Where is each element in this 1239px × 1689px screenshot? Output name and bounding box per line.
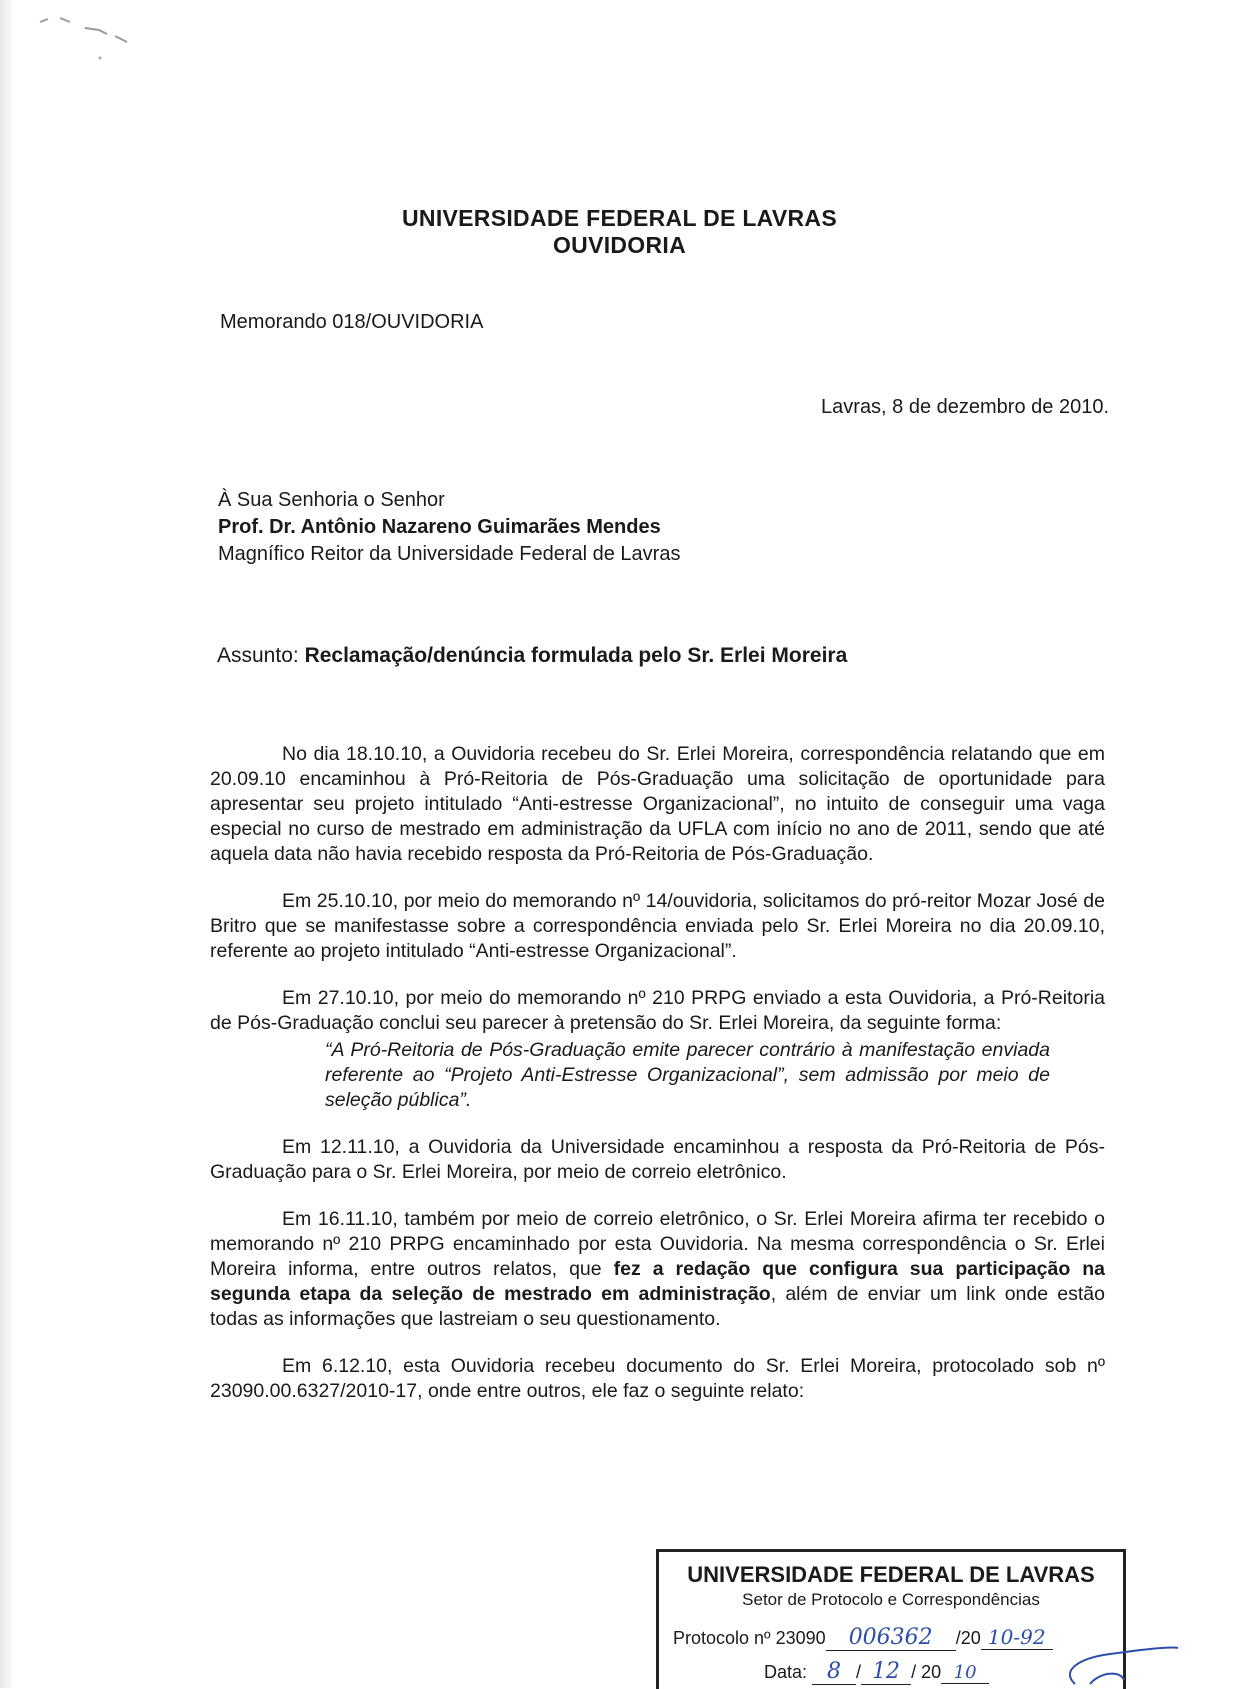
addressee-name: Prof. Dr. Antônio Nazareno Guimarães Mendes xyxy=(218,516,661,538)
stamp-title: UNIVERSIDADE FEDERAL DE LAVRAS xyxy=(687,1562,1095,1587)
paragraph-4: Em 12.11.10, a Ouvidoria da Universidade encaminhou a resposta da Pró-Reitoria de Pós-Graduação para o Sr. Erlei Moreira, por meio de correio eletrônico. xyxy=(210,1136,1105,1183)
stamp-protocol-number: 006362 xyxy=(826,1625,956,1651)
stamp-protocol-row xyxy=(673,1625,1053,1651)
letter-body xyxy=(210,742,1105,1426)
stamp-date-row: Data: 8 / 12 / 20 10 xyxy=(764,1659,989,1685)
subject-label: Assunto: xyxy=(217,644,299,667)
stamp-subtitle: Setor de Protocolo e Correspondências xyxy=(742,1590,1040,1609)
stamp-protocol-year: 10-92 xyxy=(981,1625,1053,1650)
university-name: UNIVERSIDADE FEDERAL DE LAVRAS xyxy=(402,205,837,231)
date-line: Lavras, 8 de dezembro de 2010. xyxy=(821,396,1109,418)
paragraph-3: Em 27.10.10, por meio do memorando nº 210 PRPG enviado a esta Ouvidoria, a Pró-Reitoria de Pós-Graduação conclui seu parecer à pretensão do Sr. Erlei Moreira, da seguinte forma: xyxy=(210,987,1105,1034)
handwritten-signature-mark xyxy=(1020,1640,1180,1688)
scan-speckle-marks xyxy=(30,8,170,78)
letterhead xyxy=(0,205,1239,259)
paragraph-5 xyxy=(210,1207,1105,1332)
department-name: OUVIDORIA xyxy=(552,232,687,258)
memo-number: Memorando 018/OUVIDORIA xyxy=(220,311,484,333)
stamp-date-label: Data: xyxy=(764,1662,808,1682)
addressee-block xyxy=(218,487,680,568)
stamp-date-month: 12 xyxy=(861,1659,911,1685)
subject-line xyxy=(217,644,847,668)
stamp-date-day: 8 xyxy=(812,1659,856,1685)
paragraph-6: Em 6.12.10, esta Ouvidoria recebeu documento do Sr. Erlei Moreira, protocolado sob nº 23090.00.6327/2010-17, onde entre outros, ele faz o seguinte relato: xyxy=(210,1355,1105,1402)
addressee-title: Magnífico Reitor da Universidade Federal de Lavras xyxy=(218,543,681,565)
paragraph-5-bold: fez a redação que configura sua participação na segunda etapa da seleção de mestrado em administração xyxy=(210,1258,1106,1305)
stamp-protocol-year-prefix: /20 xyxy=(955,1628,981,1648)
paragraph-2: Em 25.10.10, por meio do memorando nº 14/ouvidoria, solicitamos do pró-reitor Mozar José de Britro que se manifestasse sobre a correspondência enviada pelo Sr. Erlei Moreira no dia 20.09.10, referente ao projeto intitulado “Anti-estresse Organizacional”. xyxy=(210,890,1105,962)
stamp-date-year-prefix: / 20 xyxy=(911,1662,942,1682)
stamp-date-year: 10 xyxy=(941,1662,989,1684)
stamp-protocol-label: Protocolo nº 23090 xyxy=(673,1628,826,1648)
paragraph-1: No dia 18.10.10, a Ouvidoria recebeu do Sr. Erlei Moreira, correspondência relatando que em 20.09.10 encaminhou à Pró-Reitoria de Pós-Graduação uma solicitação de oportunidade para apresentar seu projeto intitulado “Anti-estresse Organizacional”, no intuito de conseguir uma vaga especial no curso de mestrado em administração da UFLA com início no ano de 2011, sendo que até aquela data não havia recebido resposta da Pró-Reitoria de Pós-Graduação. xyxy=(210,743,1105,865)
paragraph-5-start: Em 16.11.10, também por meio de correio eletrônico, o Sr. Erlei Moreira afirma ter recebido o memorando nº 210 PRPG encaminhado por esta Ouvidoria. Na mesma correspondência o Sr. Erlei Moreira informa, entre outros relatos, que xyxy=(210,1208,1105,1280)
quoted-opinion: “A Pró-Reitoria de Pós-Graduação emite parecer contrário à manifestação enviada referente ao “Projeto Anti-Estresse Organizacional”, sem admissão por meio de seleção pública”. xyxy=(325,1039,1050,1111)
paragraph-5-end: , além de enviar um link onde estão todas as informações que lastreiam o seu questionamento. xyxy=(210,1283,1105,1330)
subject-text: Reclamação/denúncia formulada pelo Sr. Erlei Moreira xyxy=(304,644,848,667)
addressee-salutation: À Sua Senhoria o Senhor xyxy=(218,489,445,511)
